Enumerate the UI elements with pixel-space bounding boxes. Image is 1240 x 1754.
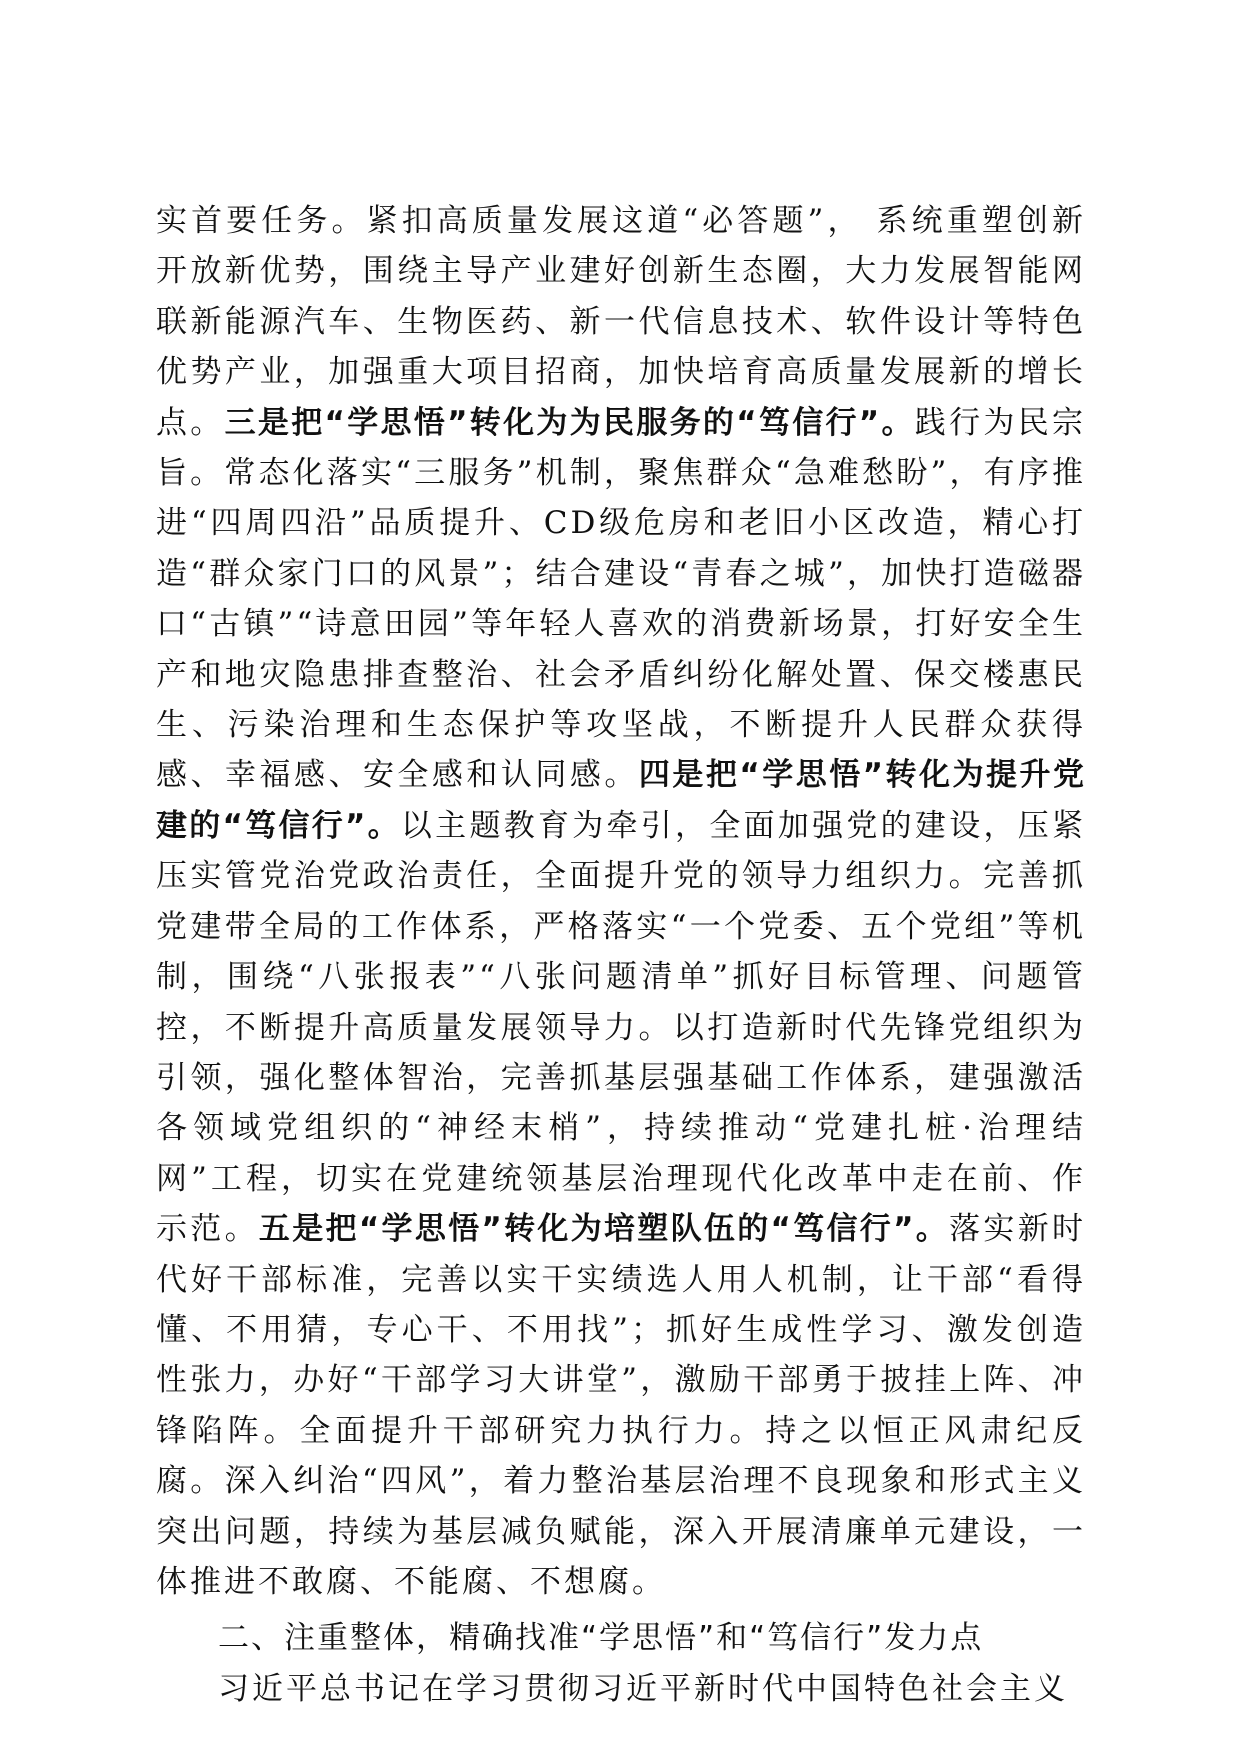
bold-point-four: 四是把“学思悟”转化为提升党建的“笃信行”。 [156,757,1087,844]
body-text [156,196,1086,1714]
paragraph-text: 落实新时代好干部标准，完善以实干实绩选人用人机制，让干部“看得懂、不用猜，专心干、不用找”；抓好生成性学习、激发创造性张力，办好“干部学习大讲堂”，激励干部勇于披挂上阵、冲锋陷阵。全面提升干部研究力执行力。持之以恒正风肃纪反腐。深入纠治“四风”，着力整治基层治理不良现象和形式主义突出问题，持续为基层减负赋能，深入开展清廉单元建设，一体推进不敢腐、不能腐、不想腐。 [156,1211,1087,1600]
paragraph-text: 践行为民宗旨。常态化落实“三服务”机制，聚焦群众“急难愁盼”，有序推进“四周四沿”品质提升、CD级危房和老旧小区改造，精心打造“群众家门口的风景”；结合建设“青春之城”，加快打造磁器口“古镇”“诗意田园”等年轻人喜欢的消费新场景，打好安全生产和地灾隐患排查整治、社会矛盾纠纷化解处置、保交楼惠民生、污染治理和生态保护等攻坚战，不断提升人民群众获得感、幸福感、安全感和认同感。 [156,404,1087,794]
bold-point-three: 三是把“学思悟”转化为为民服务的“笃信行”。 [224,404,915,441]
body-paragraph-next: 习近平总书记在学习贯彻习近平新时代中国特色社会主义 [218,1670,1068,1707]
paragraph-text: 实首要任务。紧扣高质量发展这道“必答题”， 系统重塑创新开放新优势，围绕主导产业建好创新生态圈，大力发展智能网联新能源汽车、生物医药、新一代信息技术、软件设计等特色优势产业，加强重大项目招商，加快培育高质量发展新的增长点。 [156,203,1086,441]
body-paragraph [156,196,1086,1607]
bold-point-five: 五是把“学思悟”转化为培塑队伍的“笃信行”。 [258,1211,950,1248]
section-heading: 二、注重整体，精确找准“学思悟”和“笃信行”发力点 [218,1620,984,1657]
paragraph-text: 以主题教育为牵引，全面加强党的建设，压紧压实管党治党政治责任，全面提升党的领导力组织力。完善抓党建带全局的工作体系，严格落实“一个党委、五个党组”等机制，围绕“八张报表”“八张问题清单”抓好目标管理、问题管控，不断提升高质量发展领导力。以打造新时代先锋党组织为引领，强化整体智治，完善抓基层强基础工作体系，建强激活各领域党组织的“神经末梢”，持续推动“党建扎桩·治理结网”工程，切实在党建统领基层治理现代化改革中走在前、作示范。 [156,807,1087,1248]
